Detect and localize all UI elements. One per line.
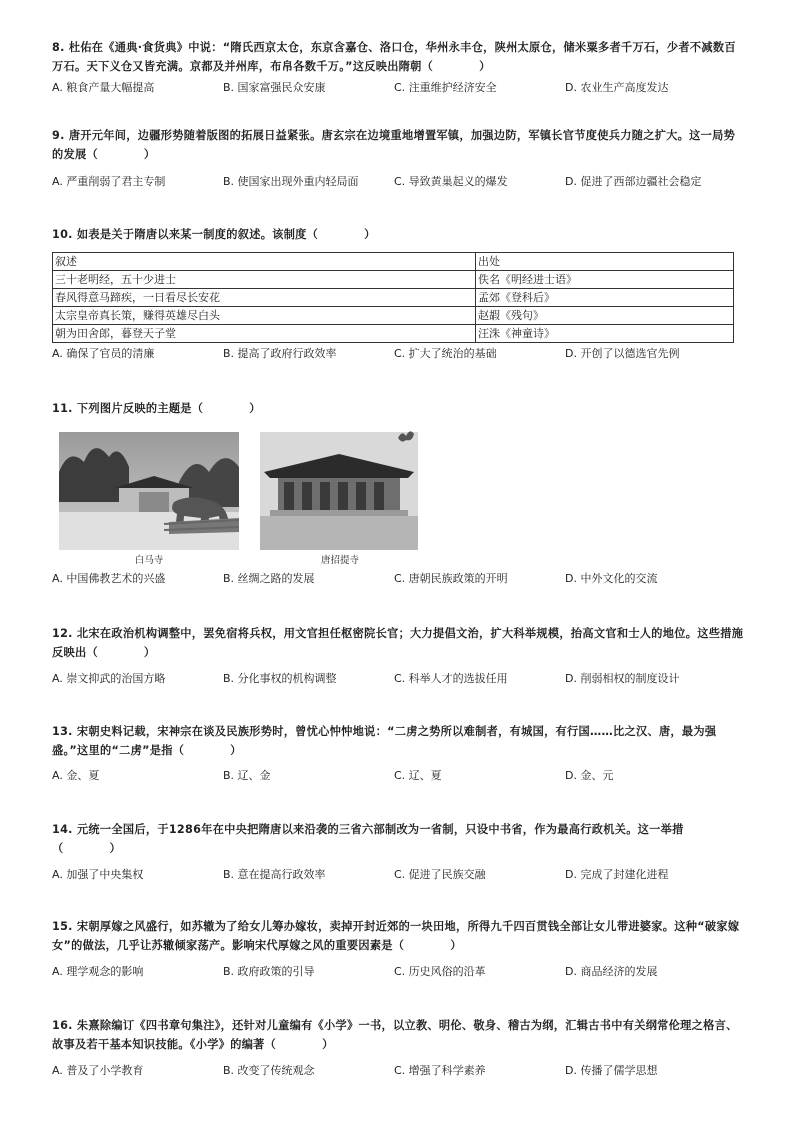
table-cell: 赵嘏《残句》 [476, 307, 734, 325]
question-stem: 8. 杜佑在《通典·食货典》中说：“隋氏西京太仓，东京含嘉仓、洛口仓，华州永丰仓，陕州太原仓，储米粟多者千万石，少者不减数百万石。天下义仓又皆充满。京都及并州库，布帛各数千万。”这反映出隋朝（ ） [52, 41, 736, 73]
source-table [52, 252, 734, 343]
option-b[interactable]: B. 国家富强民众安康 [223, 81, 326, 94]
option-row [52, 571, 744, 587]
option-d[interactable]: D. 传播了儒学思想 [565, 1064, 658, 1077]
question-11-options [52, 571, 744, 587]
option-c[interactable]: C. 历史风俗的沿革 [394, 965, 486, 978]
option-d[interactable]: D. 商品经济的发展 [565, 965, 658, 978]
option-row [52, 671, 744, 687]
table-row [53, 325, 734, 343]
option-a[interactable]: A. 理学观念的影响 [52, 965, 144, 978]
option-row [52, 80, 744, 96]
question-13 [52, 722, 744, 784]
option-b[interactable]: B. 使国家出现外重内轻局面 [223, 175, 359, 188]
option-c[interactable]: C. 促进了民族交融 [394, 868, 486, 881]
option-c[interactable]: C. 科举人才的选拔任用 [394, 672, 508, 685]
question-15 [52, 917, 744, 980]
option-d[interactable]: D. 金、元 [565, 769, 614, 782]
option-a[interactable]: A. 崇文抑武的治国方略 [52, 672, 166, 685]
table-cell: 太宗皇帝真长策，赚得英雄尽白头 [53, 307, 476, 325]
option-b[interactable]: B. 辽、金 [223, 769, 271, 782]
option-row [52, 768, 744, 784]
option-row [52, 346, 744, 362]
question-stem: 12. 北宋在政治机构调整中，罢免宿将兵权，用文官担任枢密院长官；大力提倡文治，扩大科举规模，抬高文官和士人的地位。这些措施反映出（ ） [52, 627, 744, 659]
table-header-cell: 出处 [476, 253, 734, 271]
table-cell: 春风得意马蹄疾，一日看尽长安花 [53, 289, 476, 307]
question-stem: 10. 如表是关于隋唐以来某一制度的叙述。该制度（ ） [52, 228, 376, 241]
table-cell: 朝为田舍郎，暮登天子堂 [53, 325, 476, 343]
table-cell: 孟郊《登科后》 [476, 289, 734, 307]
option-row [52, 1063, 744, 1079]
question-stem: 14. 元统一全国后，于1286年在中央把隋唐以来沿袭的三省六部制改为一省制，只设中书省，作为最高行政机关。这一举措（ ） [52, 823, 684, 855]
table-header-row [53, 253, 734, 271]
question-stem: 16. 朱熹除编订《四书章句集注》，还针对儿童编有《小学》一书，以立教、明伦、敬身、稽古为纲，汇辑古书中有关纲常伦理之格言、故事及若干基本知识技能。《小学》的编著（ ） [52, 1019, 738, 1051]
table-row [53, 271, 734, 289]
option-b[interactable]: B. 意在提高行政效率 [223, 868, 326, 881]
option-c[interactable]: C. 辽、夏 [394, 769, 442, 782]
option-b[interactable]: B. 分化事权的机构调整 [223, 672, 337, 685]
option-a[interactable]: A. 加强了中央集权 [52, 868, 144, 881]
table-header-cell: 叙述 [53, 253, 476, 271]
option-c[interactable]: C. 导致黄巢起义的爆发 [394, 175, 508, 188]
image-caption-right: 唐招提寺 [320, 555, 359, 566]
table-row [53, 289, 734, 307]
option-b[interactable]: B. 提高了政府行政效率 [223, 347, 337, 360]
question-8 [52, 38, 744, 96]
option-b[interactable]: B. 丝绸之路的发展 [223, 572, 315, 585]
question-10-options [52, 346, 744, 362]
tree-branch-decoration [396, 428, 416, 446]
option-a[interactable]: A. 金、夏 [52, 769, 100, 782]
option-row [52, 964, 744, 980]
question-12 [52, 624, 744, 687]
toshodaiji-temple-photo [260, 432, 418, 550]
option-d[interactable]: D. 中外文化的交流 [565, 572, 658, 585]
option-d[interactable]: D. 削弱相权的制度设计 [565, 672, 680, 685]
option-row [52, 867, 744, 883]
table-row [53, 307, 734, 325]
table-cell: 佚名《明经进士语》 [476, 271, 734, 289]
baima-temple-photo [59, 432, 239, 550]
question-14 [52, 820, 744, 883]
option-a[interactable]: A. 普及了小学教育 [52, 1064, 144, 1077]
option-c[interactable]: C. 唐朝民族政策的开明 [394, 572, 508, 585]
option-c[interactable]: C. 增强了科学素养 [394, 1064, 486, 1077]
option-d[interactable]: D. 完成了封建化进程 [565, 868, 669, 881]
option-d[interactable]: D. 开创了以德选官先例 [565, 347, 680, 360]
option-a[interactable]: A. 粮食产量大幅提高 [52, 81, 155, 94]
option-c[interactable]: C. 注重维护经济安全 [394, 81, 497, 94]
option-row [52, 174, 744, 190]
option-a[interactable]: A. 中国佛教艺术的兴盛 [52, 572, 166, 585]
question-stem: 13. 宋朝史料记载，宋神宗在谈及民族形势时，曾忧心忡忡地说：“二虏之势所以难制者，有城国，有行国……比之汉、唐，最为强盛。”这里的“二虏”是指（ ） [52, 725, 717, 757]
question-stem: 15. 宋朝厚嫁之风盛行，如苏辙为了给女儿筹办嫁妆，卖掉开封近郊的一块田地，所得九千四百贯钱全部让女儿带进婆家。这种“破家嫁女”的做法，几乎让苏辙倾家荡产。影响宋代厚嫁之风的重要因素是（ ） [52, 920, 740, 952]
question-9 [52, 126, 744, 190]
option-c[interactable]: C. 扩大了统治的基础 [394, 347, 497, 360]
option-b[interactable]: B. 政府政策的引导 [223, 965, 315, 978]
question-10 [52, 225, 744, 244]
question-stem: 9. 唐开元年间，边疆形势随着版图的拓展日益紧张。唐玄宗在边境重地增置军镇，加强边防，军镇长官节度使兵力随之扩大。这一局势的发展（ ） [52, 129, 736, 161]
question-16 [52, 1016, 744, 1079]
table-cell: 三十老明经，五十少进士 [53, 271, 476, 289]
option-d[interactable]: D. 促进了西部边疆社会稳定 [565, 175, 702, 188]
option-b[interactable]: B. 改变了传统观念 [223, 1064, 315, 1077]
question-stem: 11. 下列图片反映的主题是（ ） [52, 402, 261, 415]
option-a[interactable]: A. 严重削弱了君主专制 [52, 175, 166, 188]
option-a[interactable]: A. 确保了官员的清廉 [52, 347, 155, 360]
image-caption-left: 白马寺 [134, 555, 164, 566]
option-d[interactable]: D. 农业生产高度发达 [565, 81, 669, 94]
question-11 [52, 399, 744, 418]
table-cell: 汪洙《神童诗》 [476, 325, 734, 343]
